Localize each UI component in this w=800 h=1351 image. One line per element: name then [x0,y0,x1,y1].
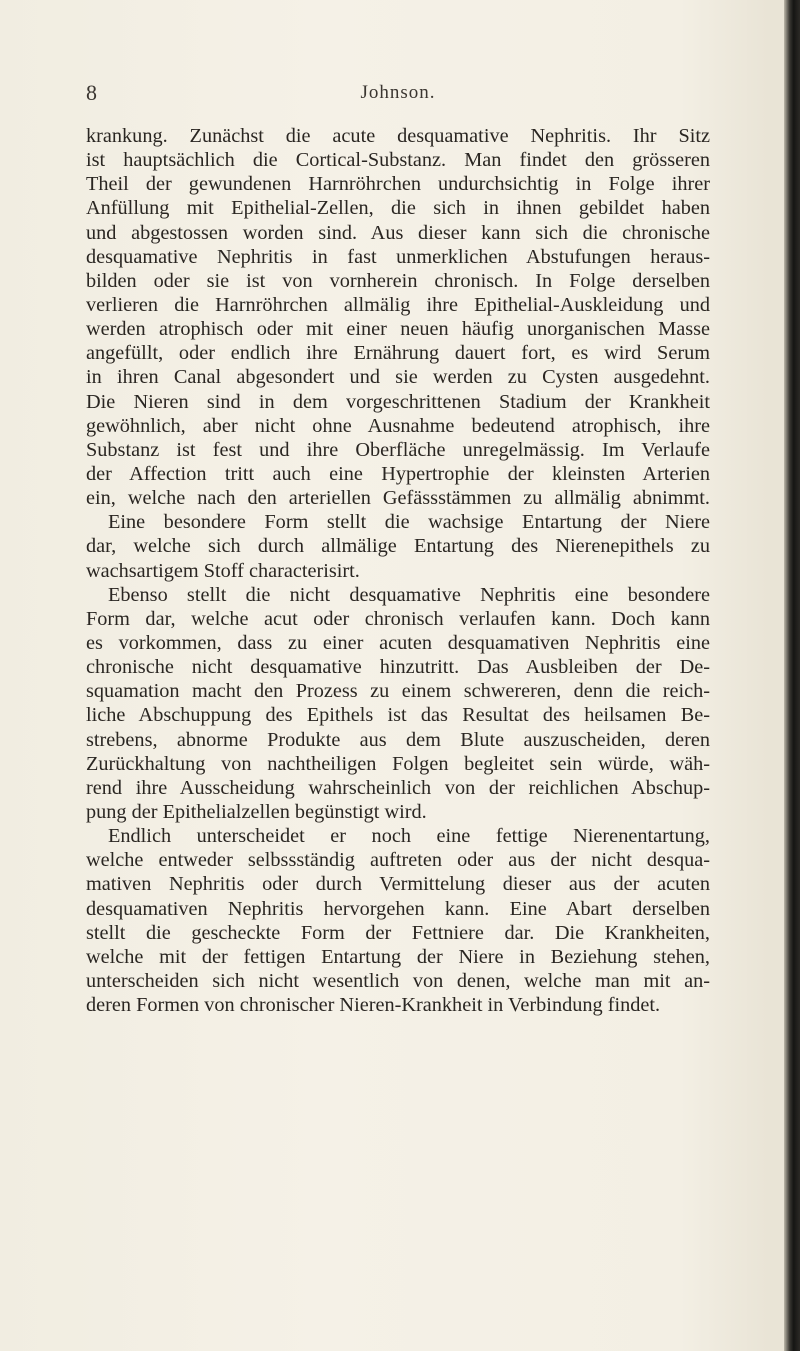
text-line: desquamativen Nephritis hervorgehen kann. Eine Abart derselben [86,897,710,920]
text-line: ist hauptsächlich die Cortical-Substanz. Man findet den grösseren [86,149,710,172]
paragraph [86,824,710,1017]
text-line: pung der Epithelialzellen begünstigt wird. [86,800,427,823]
paragraph [86,583,710,824]
text-line: welche mit der fettigen Entartung der Niere in Beziehung stehen, [86,945,710,968]
text-line: stellt die gescheckte Form der Fettniere dar. Die Krankheiten, [86,921,710,944]
text-line: Theil der gewundenen Harnröhrchen undurchsichtig in Folge ihrer [86,173,710,196]
text-line: Form dar, welche acut oder chronisch verlaufen kann. Doch kann [86,607,710,630]
page-edge-shadow [784,0,800,1351]
page-header [86,80,710,106]
text-line: unterscheiden sich nicht wesentlich von denen, welche man mit an- [86,969,710,992]
paragraph [86,124,710,510]
text-line: werden atrophisch oder mit einer neuen häufig unorganischen Masse [86,318,710,341]
text-line: rend ihre Ausscheidung wahrscheinlich von der reichlichen Abschup- [86,776,710,799]
text-line: ein, welche nach den arteriellen Gefässstämmen zu allmälig abnimmt. [86,487,710,510]
text-line: dar, welche sich durch allmälige Entartung des Nierenepithels zu [86,535,710,558]
text-line: deren Formen von chronischer Nieren-Krankheit in Verbindung findet. [86,994,661,1017]
text-line: in ihren Canal abgesondert und sie werden zu Cysten ausgedehnt. [86,366,710,389]
text-line: es vorkommen, dass zu einer acuten desquamativen Nephritis eine [86,631,710,654]
text-line: gewöhnlich, aber nicht ohne Ausnahme bedeutend atrophisch, ihre [86,414,710,437]
page-number: 8 [86,80,98,105]
text-line: Endlich unterscheidet er noch eine fettige Nierenentartung, [108,825,710,848]
text-line: desquamative Nephritis in fast unmerklichen Abstufungen heraus- [86,245,710,268]
running-title: Johnson. [360,82,436,103]
body-text [86,124,710,1017]
text-line: strebens, abnorme Produkte aus dem Blute auszuscheiden, deren [86,728,710,751]
text-line: chronische nicht desquamative hinzutritt. Das Ausbleiben der De- [86,656,710,679]
text-line: wachsartigem Stoff characterisirt. [86,559,360,582]
paragraph [86,510,710,582]
text-line: liche Abschuppung des Epithels ist das Resultat des heilsamen Be- [86,704,710,727]
text-line: Die Nieren sind in dem vorgeschrittenen Stadium der Krankheit [86,390,710,413]
text-line: krankung. Zunächst die acute desquamative Nephritis. Ihr Sitz [86,125,710,147]
text-line: Ebenso stellt die nicht desquamative Nephritis eine besondere [108,583,710,606]
text-line: bilden oder sie ist von vornherein chronisch. In Folge derselben [86,269,710,292]
text-line: angefüllt, oder endlich ihre Ernährung dauert fort, es wird Serum [86,342,710,365]
text-line: welche entweder selbssständig auftreten oder aus der nicht desqua- [86,849,710,872]
text-line: squamation macht den Prozess zu einem schwereren, denn die reich- [86,680,710,703]
text-line: Eine besondere Form stellt die wachsige Entartung der Niere [108,511,710,534]
text-line: Zurückhaltung von nachtheiligen Folgen begleitet sein würde, wäh- [86,752,710,775]
text-line: Anfüllung mit Epithelial-Zellen, die sich in ihnen gebildet haben [86,197,710,220]
text-line: der Affection tritt auch eine Hypertrophie der kleinsten Arterien [86,462,710,485]
text-line: Substanz ist fest und ihre Oberfläche unregelmässig. Im Verlaufe [86,438,710,461]
text-line: und abgestossen worden sind. Aus dieser kann sich die chronische [86,221,710,244]
text-line: mativen Nephritis oder durch Vermittelung dieser aus der acuten [86,873,710,896]
text-line: verlieren die Harnröhrchen allmälig ihre Epithelial-Auskleidung und [86,293,710,316]
